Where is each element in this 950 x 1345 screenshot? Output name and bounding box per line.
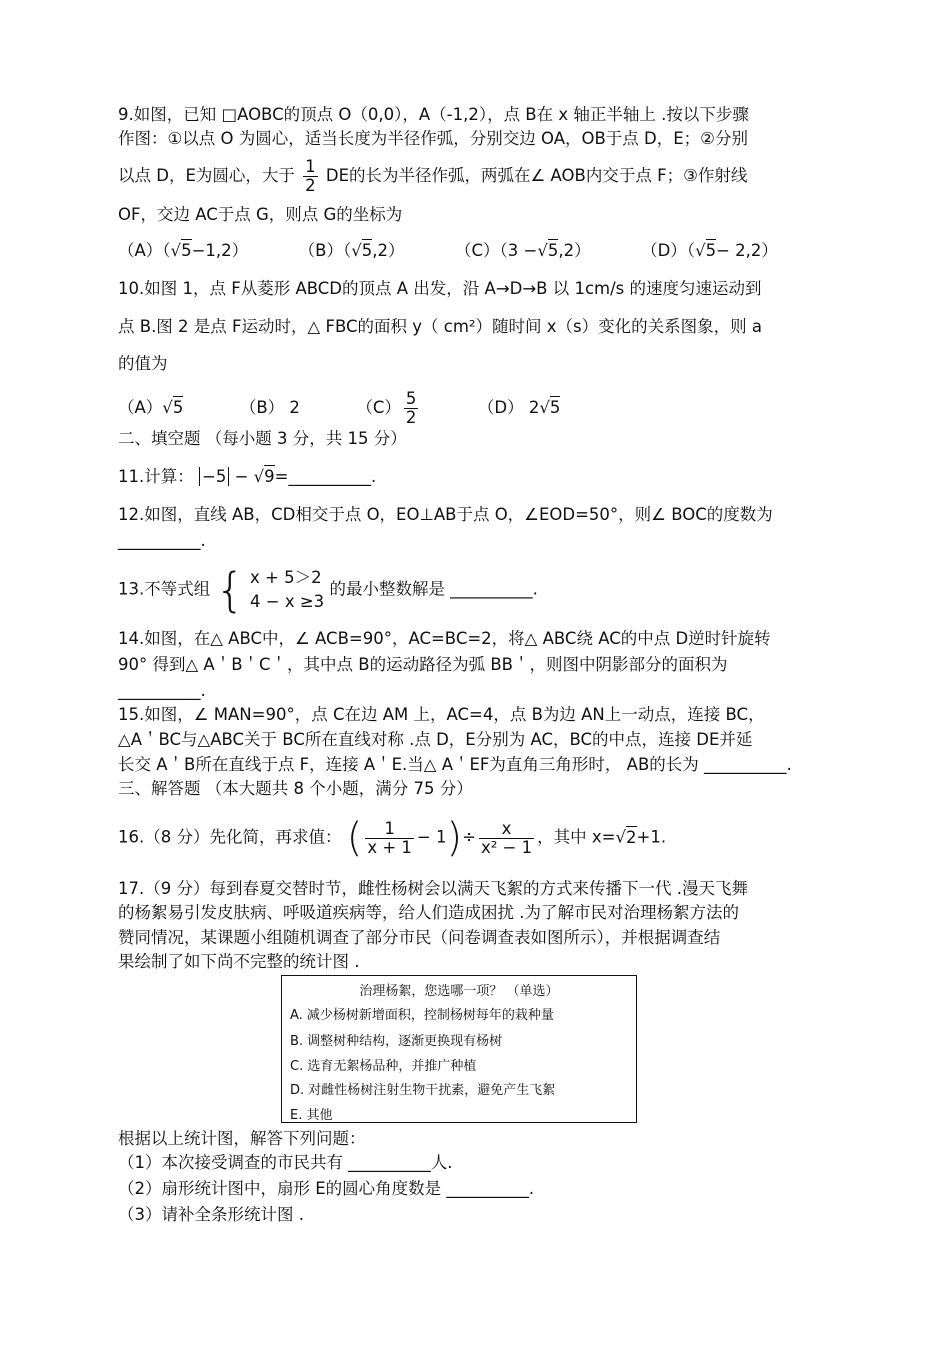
survey-questionnaire-box	[281, 975, 637, 1123]
fraction-denominator: 2	[305, 176, 316, 195]
inequality-1: x + 5＞2	[250, 568, 322, 587]
fraction-five-halves	[404, 390, 419, 427]
left-paren: (	[346, 815, 363, 861]
q9-option-d: （D）（√5− 2,2）	[641, 241, 778, 260]
q9-line-2: 作图：①以点 O 为圆心，适当长度为半径作弧，分别交边 OA，OB于点 D，E；②分别	[118, 129, 748, 148]
q15-line-3: 长交 A＇B所在直线于点 F，连接 A＇E.当△ A＇EF为直角三角形时， AB的长为 __________.	[118, 755, 792, 774]
q10-option-b: （B） 2	[239, 398, 300, 417]
q9-options	[118, 240, 778, 262]
radicand: 5	[361, 241, 373, 260]
q15-line-1: 15.如图，∠ MAN=90°，点 C在边 AM 上，AC=4，点 B为边 AN上一动点，连接 BC，	[118, 705, 765, 724]
survey-option-b: B. 调整树种结构，逐渐更换现有杨树	[290, 1034, 503, 1049]
fraction-denominator: x² − 1	[480, 837, 533, 857]
q17-line-2: 的杨絮易引发皮肤病、呼吸道疾病等，给人们造成困扰 .为了解市民对治理杨絮方法的	[118, 903, 739, 922]
q10-line-2: 点 B.图 2 是点 F运动时，△ FBC的面积 y（ cm²）随时间 x（s）变化的关系图象，则 a	[118, 317, 762, 336]
fraction-1-over-x-plus-1	[365, 820, 414, 857]
survey-option-a: A. 减少杨树新增面积，控制杨树每年的栽种量	[290, 1008, 554, 1023]
q14-line-1: 14.如图，在△ ABC中，∠ ACB=90°，AC=BC=2，将△ ABC绕 AC的中点 D逆时针旋转	[118, 629, 771, 648]
q17-part-2: （2）扇形统计图中，扇形 E的圆心角度数是 __________.	[118, 1179, 535, 1198]
q13-tail: 的最小整数解是 __________.	[329, 579, 538, 599]
fraction-denominator: x + 1	[367, 837, 412, 857]
q17-line-3: 赞同情况，某课题小组随机调查了部分市民（问卷调查表如图所示），并根据调查结	[118, 928, 721, 947]
option-text: ,2）	[558, 241, 591, 260]
survey-option-c: C. 选育无絮杨品种，并推广种植	[290, 1059, 477, 1074]
q10-option-d: （D） 2√5	[477, 398, 561, 417]
fraction-numerator: 1	[305, 157, 316, 176]
q9-line-1: 9.如图，已知 □AOBC的顶点 O（0,0），A（-1,2），点 B在 x 轴正半轴上 .按以下步骤	[118, 105, 749, 124]
q13-label: 13.不等式组	[118, 579, 211, 599]
q12-line-2: __________.	[118, 531, 206, 550]
q17-line-4: 果绘制了如下尚不完整的统计图 .	[118, 952, 360, 971]
option-text: （B）（	[298, 241, 352, 260]
absolute-value: −5	[199, 467, 229, 486]
survey-title: 治理杨絮，您选哪一项？ （单选）	[359, 984, 559, 999]
minus-sign: −	[234, 467, 249, 486]
q9-line-3	[118, 158, 747, 195]
radicand: 9	[264, 467, 275, 486]
q9-line-3a: 以点 D，E为圆心，大于	[118, 166, 295, 185]
q17-part-1: （1）本次接受调查的市民共有 __________人.	[118, 1153, 453, 1172]
radicand: 5	[172, 398, 184, 417]
section-2-heading: 二、填空题 （每小题 3 分，共 15 分）	[118, 429, 407, 448]
q9-line-4: OF，交边 AC于点 G，则点 G的坐标为	[118, 205, 403, 224]
radicand: 5	[547, 241, 559, 260]
q10-option-c	[356, 389, 421, 427]
option-text: −1,2）	[191, 241, 249, 260]
option-text: （C）（3 −	[454, 241, 538, 260]
q17-line-1: 17.（9 分）每到春夏交替时节，雌性杨树会以满天飞絮的方式来传播下一代 .漫天飞舞	[118, 879, 748, 898]
minus-one: − 1	[416, 827, 447, 847]
q9-option-c: （C）（3 −√5,2）	[454, 241, 591, 260]
q9-option-b: （B）（√5,2）	[298, 241, 405, 260]
q11-label: 11.计算：	[118, 467, 194, 486]
survey-option-e: E. 其他	[290, 1108, 333, 1123]
q10-line-3: 的值为	[118, 354, 168, 373]
option-text: − 2,2）	[716, 241, 778, 260]
q16-tail: +1.	[636, 827, 667, 847]
fraction-half	[303, 158, 318, 195]
q17-part-3: （3）请补全条形统计图 .	[118, 1205, 304, 1224]
section-3-heading: 三、解答题 （本大题共 8 个小题，满分 75 分）	[118, 779, 473, 798]
fraction-numerator: 1	[365, 820, 414, 839]
option-text: （D）（	[641, 241, 696, 260]
answer-blank: =__________.	[274, 467, 377, 486]
q10-options	[118, 390, 560, 427]
q10-line-1: 10.如图 1，点 F从菱形 ABCD的顶点 A 出发，沿 A→D→B 以 1cm/s 的速度匀速运动到	[118, 279, 762, 298]
fraction-denominator: 2	[405, 408, 417, 427]
q17-intro: 根据以上统计图，解答下列问题：	[118, 1129, 366, 1148]
inequality-2: 4 − x ≥3	[250, 592, 325, 611]
q11-line: 11.计算： −5 − √9=__________.	[118, 467, 377, 486]
right-paren: )	[446, 815, 463, 861]
q16-line: 16.（8 分）先化简，再求值： ( $\frac{1}{x + 1}$ − 1)÷ $\frac{x}{\text{x² − 1}}$ ，其中 x=√2+1.	[118, 815, 667, 861]
q16-label: 16.（8 分）先化简，再求值：	[118, 827, 342, 847]
radicand: 2	[626, 827, 637, 847]
radicand: 5	[181, 241, 192, 260]
radicand: 5	[705, 241, 717, 260]
q10-option-a: （A）√5	[118, 398, 184, 417]
fraction-x-over-x2-minus-1	[479, 820, 534, 857]
q13-line	[118, 563, 538, 617]
inequality-system	[215, 563, 325, 617]
divide-sign: ÷	[462, 827, 476, 847]
q12-line-1: 12.如图，直线 AB，CD相交于点 O，EO⊥AB于点 O，∠EOD=50°，则∠ BOC的度数为	[118, 505, 773, 524]
q9-line-3b: DE的长为半径作弧，两弧在∠ AOB内交于点 F；③作射线	[325, 166, 748, 185]
option-text: （D） 2	[477, 398, 540, 417]
fraction-numerator: x	[479, 820, 534, 839]
brace-glyph: {	[215, 563, 245, 617]
survey-option-d: D. 对雌性杨树注射生物干扰素，避免产生飞絮	[290, 1083, 556, 1098]
option-text: （C）	[356, 398, 401, 417]
fraction-numerator: 5	[405, 389, 417, 408]
q9-option-a: （A）（√5−1,2）	[118, 241, 249, 260]
q14-line-3: __________.	[118, 681, 206, 700]
q14-line-2: 90° 得到△ A＇B＇C＇，其中点 B的运动路径为弧 BB＇，则图中阴影部分的面积为	[118, 655, 728, 674]
option-text: ,2）	[372, 241, 405, 260]
q15-line-2: △A＇BC与△ABC关于 BC所在直线对称 .点 D，E分别为 AC，BC的中点，连接 DE并延	[118, 730, 753, 749]
radicand: 5	[549, 398, 561, 417]
option-text: （A）（	[118, 241, 171, 260]
q16-condition: ，其中 x=	[537, 827, 616, 847]
inequality-rows	[250, 566, 324, 614]
option-text: （A）	[118, 398, 163, 417]
